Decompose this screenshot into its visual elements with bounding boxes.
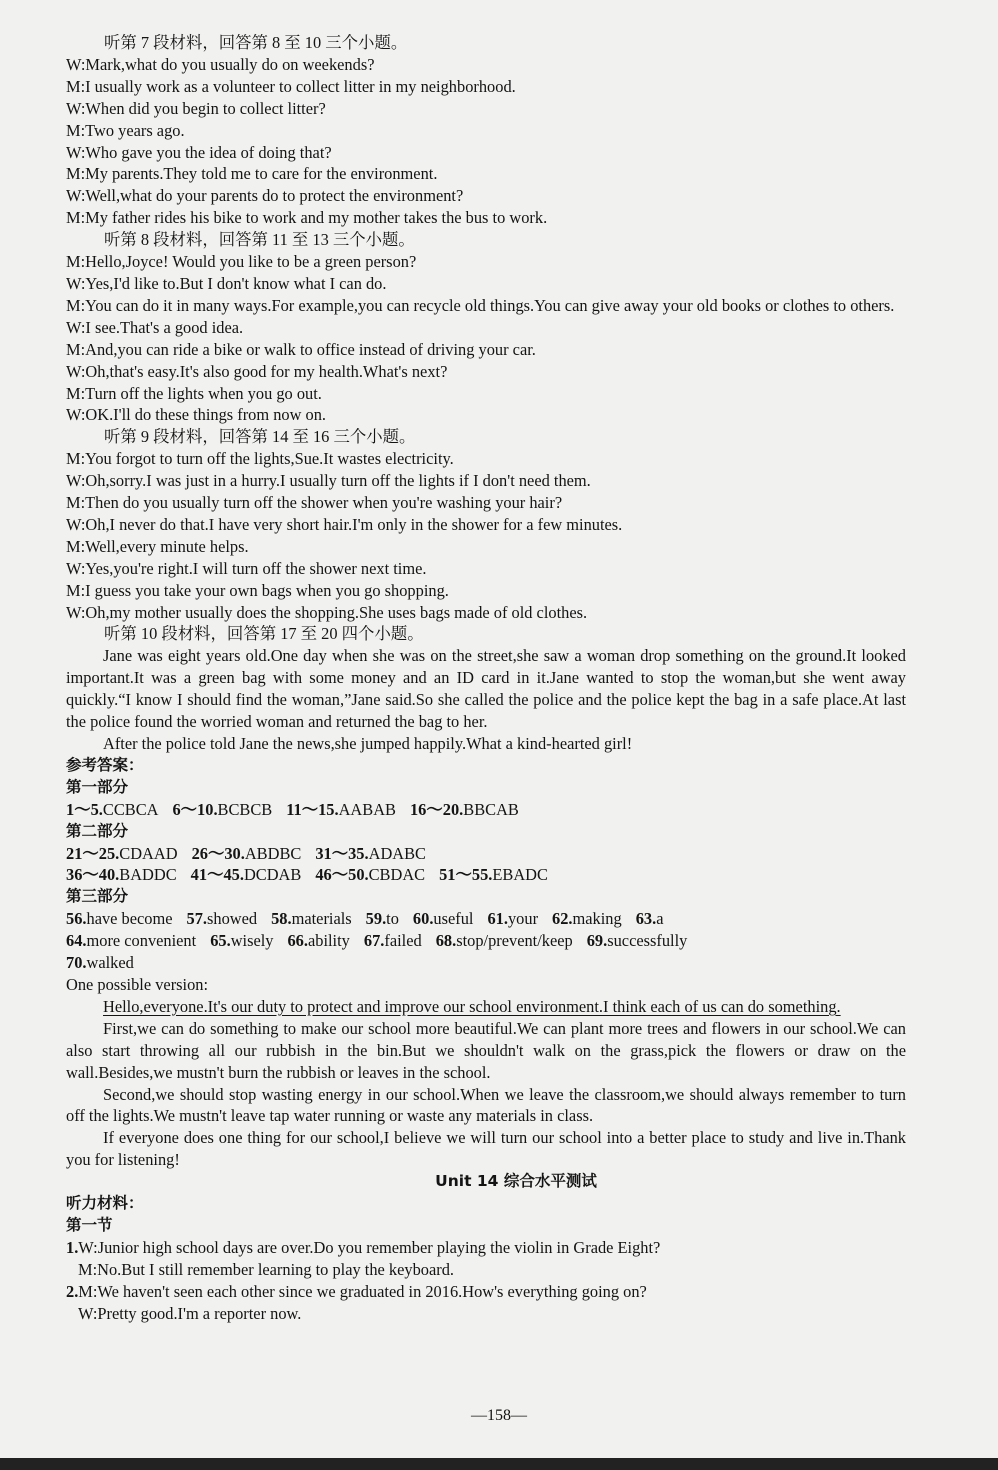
answer-item [410, 800, 519, 819]
answer-number: 63. [635, 909, 657, 929]
part1-heading: 第一部分 [66, 777, 129, 796]
narrative-paragraph: After the police told Jane the news,she jumped happily.What a kind-hearted girl! [103, 734, 633, 753]
answer-item [436, 931, 573, 950]
answer-number: 64. [66, 931, 87, 951]
answer-value: CCBCA [102, 799, 159, 819]
answer-row [66, 908, 906, 930]
dialogue-line: M:Turn off the lights when you go out. [66, 383, 322, 403]
dialogue-line: W:Well,what do your parents do to protect the environment? [66, 186, 464, 206]
answer-number: 59. [365, 909, 387, 929]
answer-number: 36～40. [66, 865, 120, 885]
answer-number: 67. [363, 931, 385, 951]
answer-number: 51～55. [439, 865, 493, 885]
answer-row [66, 799, 906, 821]
dialogue-text: M:We haven't seen each other since we graduated in 2016.How's everything going on? [78, 1281, 647, 1301]
narrative-paragraph: Jane was eight years old.One day when she was on the street,she saw a woman drop something on the ground.It looked important.It was a green bag with some money and an ID card in it.Jane wanted to stop the woman,but she went away quickly.“I know I should find the woman,”Jane said.So she called the police and the police kept the bag in a safe place.At last the police found the worried woman and returned the bag to her. [66, 646, 906, 732]
dialogue-line: M:Then do you usually turn off the shower when you're washing your hair? [66, 493, 563, 513]
answer-value: BADDC [119, 865, 177, 885]
answer-item [271, 909, 352, 928]
answer-value: wisely [230, 931, 274, 951]
dialogue-line: W:I see.That's a good idea. [66, 317, 244, 337]
dialogue-line: W:Yes,you're right.I will turn off the shower next time. [66, 558, 427, 578]
answer-number: 70. [66, 953, 87, 973]
answer-item [552, 909, 622, 928]
dialogue-line: W:Oh,sorry.I was just in a hurry.I usually turn off the lights if I don't need them. [66, 471, 591, 491]
dialogue-line: M:Well,every minute helps. [66, 536, 249, 556]
question-number: 1. [66, 1237, 79, 1257]
answer-number: 6～10. [172, 799, 218, 819]
answer-item [66, 953, 134, 972]
answers-heading: 参考答案： [66, 755, 144, 774]
answer-number: 31～35. [315, 843, 369, 863]
answer-number: 56. [66, 909, 87, 929]
listening-heading: 听力材料： [66, 1194, 144, 1213]
answer-value: walked [86, 953, 134, 973]
answer-value: to [386, 909, 399, 929]
answer-item [439, 865, 548, 884]
dialogue-text: W:Pretty good.I'm a reporter now. [78, 1303, 302, 1323]
material-heading: 听第 10 段材料，回答第 17 至 20 四个小题。 [104, 624, 424, 644]
dialogue-line: W:Oh,that's easy.It's also good for my health.What's next? [66, 361, 448, 381]
answer-value: ADABC [368, 843, 426, 863]
dialogue-line: M:I usually work as a volunteer to collect litter in my neighborhood. [66, 76, 516, 96]
listening-transcript-part [66, 32, 906, 755]
answer-number: 61. [487, 909, 508, 929]
answer-number: 60. [412, 909, 434, 929]
answer-value: useful [433, 909, 474, 929]
answer-value: failed [384, 931, 422, 951]
answer-item [210, 931, 273, 950]
answer-value: showed [207, 909, 258, 929]
answer-value: BCBCB [217, 799, 273, 819]
dialogue-line: W:Oh,I never do that.I have very short hair.I'm only in the shower for a few minutes. [66, 514, 623, 534]
answer-item [172, 800, 272, 819]
essay-underlined-text: Hello,everyone.It's our duty to protect and improve our school environment.I think each of us can do something. [103, 996, 841, 1016]
dialogue-line [66, 1303, 906, 1325]
dialogue-line: W:OK.I'll do these things from now on. [66, 405, 327, 425]
part3-heading: 第三部分 [66, 887, 129, 906]
dialogue-line: W:Yes,I'd like to.But I don't know what I can do. [66, 273, 387, 293]
answer-number: 65. [210, 931, 231, 951]
answer-item [66, 800, 158, 819]
answer-number: 68. [435, 931, 457, 951]
answer-item [364, 931, 422, 950]
answer-number: 69. [586, 931, 608, 951]
answer-value: ability [307, 931, 350, 951]
essay-paragraph: Second,we should stop wasting energy in our school.When we leave the classroom,we should always remember to turn off the lights.We mustn't leave tap water running or waste any materials in class. [66, 1084, 906, 1126]
material-heading: 听第 9 段材料，回答第 14 至 16 三个小题。 [104, 427, 416, 447]
answer-value: DCDAB [243, 865, 302, 885]
material-heading: 听第 8 段材料，回答第 11 至 13 三个小题。 [104, 230, 415, 250]
answer-item [192, 844, 302, 863]
answer-item [66, 865, 177, 884]
page-number: —158— [471, 1407, 527, 1424]
answer-number: 62. [552, 909, 573, 929]
answer-item [487, 909, 538, 928]
answer-value: materials [291, 909, 352, 929]
dialogue-line: W:Mark,what do you usually do on weekends? [66, 54, 375, 74]
dialogue-line [66, 1237, 906, 1259]
answer-value: successfully [607, 931, 688, 951]
answer-number: 46～50. [315, 865, 369, 885]
answer-value: CBDAC [368, 865, 426, 885]
answer-number: 1～5. [66, 799, 103, 819]
essay-body [66, 1018, 906, 1171]
answer-number: 57. [186, 909, 208, 929]
question-number: 2. [66, 1281, 79, 1301]
dialogue-line: M:You can do it in many ways.For example,you can recycle old things.You can give away your old books or clothes to others. [66, 295, 895, 315]
dialogue-line: M:You forgot to turn off the lights,Sue.It wastes electricity. [66, 449, 454, 469]
dialogue-line: M:Hello,Joyce! Would you like to be a green person? [66, 252, 417, 272]
answer-number: 11～15. [286, 799, 339, 819]
scan-edge [0, 1458, 998, 1470]
unit-title: Unit 14 综合水平测试 [435, 1172, 597, 1191]
essay-paragraph: First,we can do something to make our school more beautiful.We can plant more trees and flowers in our school.We can also start throwing all our rubbish in the bin.But we shouldn't walk on the grass,pick the flowers or draw on the wall.Besides,we mustn't burn the rubbish or leaves in the school. [66, 1018, 906, 1082]
answer-value: ABDBC [244, 843, 302, 863]
answer-value: more convenient [86, 931, 197, 951]
answer-item [315, 865, 425, 884]
answer-item [187, 909, 258, 928]
answer-item [287, 931, 349, 950]
answer-number: 21～25. [66, 843, 120, 863]
dialogue-line: M:I guess you take your own bags when you go shopping. [66, 580, 449, 600]
version-label: One possible version: [66, 974, 209, 994]
answer-value: your [507, 909, 539, 929]
essay-opening [66, 996, 906, 1018]
dialogue-line [66, 1281, 906, 1303]
unit-transcript [66, 1237, 906, 1325]
answer-row [66, 864, 906, 886]
dialogue-line: W:Oh,my mother usually does the shopping.She uses bags made of old clothes. [66, 602, 588, 622]
section1-heading: 第一节 [66, 1215, 113, 1234]
answer-number: 58. [271, 909, 292, 929]
dialogue-line: M:My parents.They told me to care for the environment. [66, 164, 438, 184]
dialogue-line: W:Who gave you the idea of doing that? [66, 142, 332, 162]
answer-value: AABAB [338, 799, 396, 819]
dialogue-line: W:When did you begin to collect litter? [66, 98, 326, 118]
answer-value: a [656, 909, 664, 929]
dialogue-line: M:My father rides his bike to work and my mother takes the bus to work. [66, 208, 548, 228]
material-heading: 听第 7 段材料，回答第 8 至 10 三个小题。 [104, 33, 408, 52]
dialogue-line [66, 1259, 906, 1281]
answer-item [587, 931, 688, 950]
answer-row [66, 952, 906, 974]
answer-item [636, 909, 664, 928]
answer-value: making [572, 909, 622, 929]
dialogue-line: M:Two years ago. [66, 120, 185, 140]
answer-value: have become [86, 909, 173, 929]
answer-item [413, 909, 474, 928]
answer-number: 26～30. [191, 843, 245, 863]
answer-value: EBADC [492, 865, 548, 885]
answer-item [66, 931, 196, 950]
answer-number: 41～45. [190, 865, 244, 885]
answer-row [66, 930, 906, 952]
answer-number: 66. [287, 931, 308, 951]
part2-heading: 第二部分 [66, 821, 129, 840]
dialogue-text: M:No.But I still remember learning to play the keyboard. [78, 1259, 454, 1279]
dialogue-line: M:And,you can ride a bike or walk to office instead of driving your car. [66, 339, 536, 359]
answer-number: 16～20. [409, 799, 464, 819]
answer-item [66, 909, 173, 928]
dialogue-text: W:Junior high school days are over.Do you remember playing the violin in Grade Eight? [78, 1237, 661, 1257]
answer-item [366, 909, 399, 928]
answer-item [191, 865, 302, 884]
answer-item [286, 800, 396, 819]
essay-paragraph: If everyone does one thing for our school,I believe we will turn our school into a better place to study and live in.Thank you for listening! [66, 1128, 906, 1170]
answer-value: CDAAD [119, 843, 178, 863]
answer-item [315, 844, 426, 863]
answer-row [66, 843, 906, 865]
answer-value: BBCAB [463, 799, 519, 819]
answer-value: stop/prevent/keep [456, 931, 573, 951]
answer-item [66, 844, 178, 863]
